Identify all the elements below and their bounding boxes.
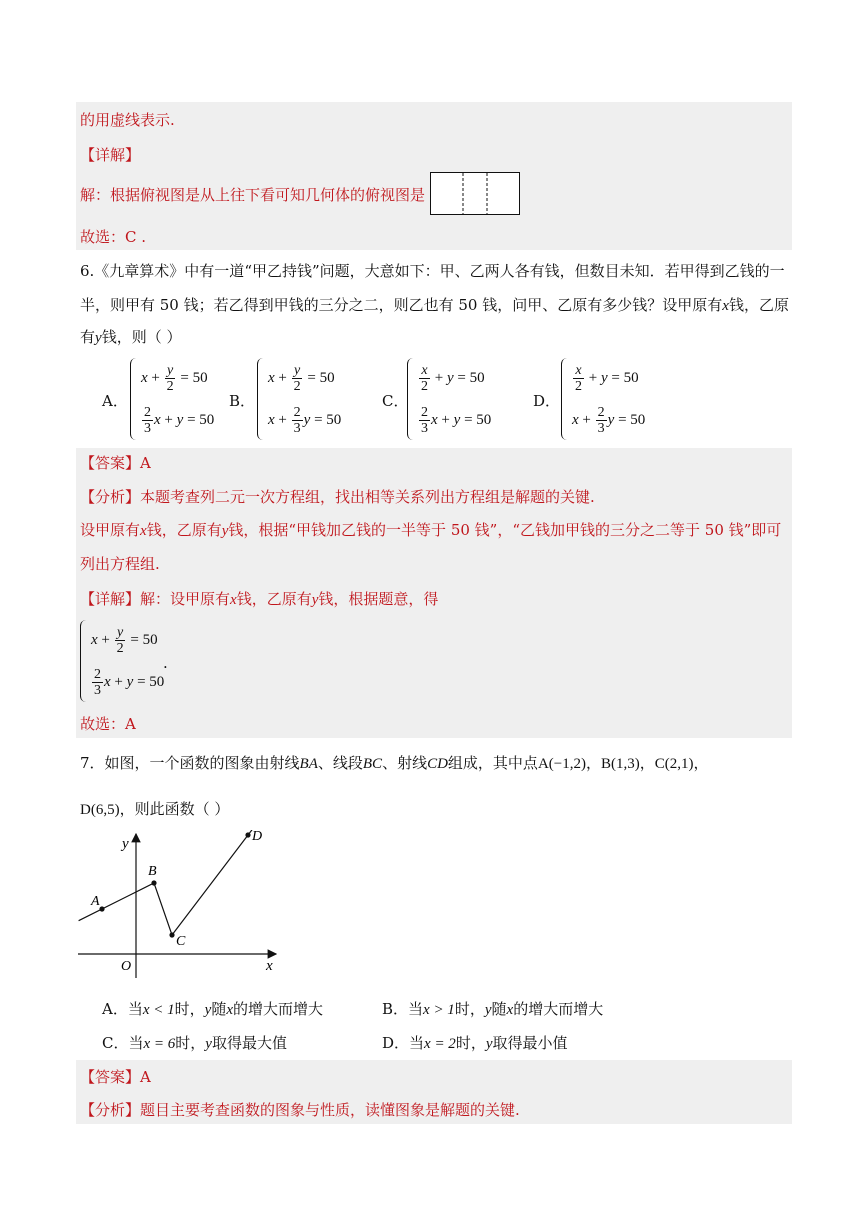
origin-label: O: [121, 959, 132, 974]
q7-stem-line1: 7．如图，一个函数的图象由射线BA、线段BC、射线CD组成，其中点A(−1,2)，B(1,3)，C(2,1)，: [80, 754, 709, 772]
q6-option-d-label[interactable]: D．: [533, 392, 561, 410]
q7-option-b[interactable]: B．当x > 1时，y随x的增大而增大: [382, 1000, 604, 1018]
q6-answer: 【答案】A: [80, 454, 151, 472]
q6-option-c-label[interactable]: C．: [382, 392, 409, 410]
q5-detail-text: 解：根据俯视图是从上往下看可知几何体的俯视图是: [80, 186, 426, 204]
x-axis-label: x: [266, 958, 273, 974]
q7-stem-line2: D(6,5)，则此函数（ ）: [80, 800, 230, 818]
q6-solution-system: x + $\frac{y}{2}$ = 50 $\frac{2}{3}$ x + y = 50: [80, 620, 164, 702]
q6-analysis-line2: 设甲原有x钱，乙原有y钱，根据“甲钱加乙钱的一半等于 50 钱”，“乙钱加甲钱的三分之二等于 50 钱”即可: [80, 521, 782, 539]
q7-option-c[interactable]: C．当x = 6时，y取得最大值: [102, 1034, 287, 1052]
q7-answer: 【答案】A: [80, 1068, 151, 1086]
q6-choose: 故选：A: [80, 715, 136, 733]
q6-solution-period: .: [163, 654, 168, 672]
q6-option-c-system[interactable]: $\frac{x}{2}$ + y = 50 $\frac{2}{3}$ x + y = 50: [407, 358, 491, 440]
q6-option-b-label[interactable]: B．: [229, 392, 256, 410]
q6-option-a-label[interactable]: A．: [102, 392, 128, 410]
point-d-marker: [245, 832, 250, 837]
point-a-marker: [99, 906, 104, 911]
point-c-label: C: [176, 934, 186, 949]
q7-option-a[interactable]: A．当x < 1时，y随x的增大而增大: [102, 1000, 324, 1018]
q6-detail-line: 【详解】解：设甲原有x钱，乙原有y钱，根据题意，得: [80, 590, 439, 608]
point-a-label: A: [91, 894, 100, 909]
point-c-marker: [169, 932, 174, 937]
point-d-label: D: [252, 830, 263, 844]
q6-option-d-system[interactable]: $\frac{x}{2}$ + y = 50 x + $\frac{2}{3}$ y = 50: [561, 358, 645, 440]
function-graph-line: [79, 830, 261, 935]
q6-analysis-line3: 列出方程组.: [80, 555, 160, 573]
q6-option-b-system[interactable]: x + $\frac{y}{2}$ = 50 x + $\frac{2}{3}$ y = 50: [257, 358, 341, 440]
top-view-figure: [430, 172, 520, 216]
q7-function-graph: [78, 830, 290, 978]
y-axis-label: y: [122, 836, 129, 852]
q5-tail-text: 的用虚线表示.: [80, 111, 175, 129]
q6-stem-line3: 有y钱，则（ ）: [80, 328, 182, 346]
q5-choose: 故选：C .: [80, 228, 147, 246]
q6-analysis-line1: 【分析】本题考查列二元一次方程组，找出相等关系列出方程组是解题的关键.: [80, 488, 595, 506]
q6-stem-line1: 6.《九章算术》中有一道“甲乙持钱”问题，大意如下：甲、乙两人各有钱，但数目未知．若甲得到乙钱的一: [80, 262, 785, 280]
q5-detail-tag: 【详解】: [80, 146, 141, 164]
point-b-label: B: [148, 864, 157, 879]
point-b-marker: [151, 880, 156, 885]
q7-option-d[interactable]: D．当x = 2时，y取得最小值: [382, 1034, 568, 1052]
q6-option-a-system[interactable]: x + $\frac{y}{2}$ = 50 $\frac{2}{3}$ x + y = 50: [130, 358, 214, 440]
q7-analysis: 【分析】题目主要考查函数的图象与性质，读懂图象是解题的关键.: [80, 1101, 520, 1119]
q6-stem-line2: 半，则甲有 50 钱；若乙得到甲钱的三分之二，则乙也有 50 钱，问甲、乙原有多少钱？设甲原有x钱，乙原: [80, 296, 789, 314]
